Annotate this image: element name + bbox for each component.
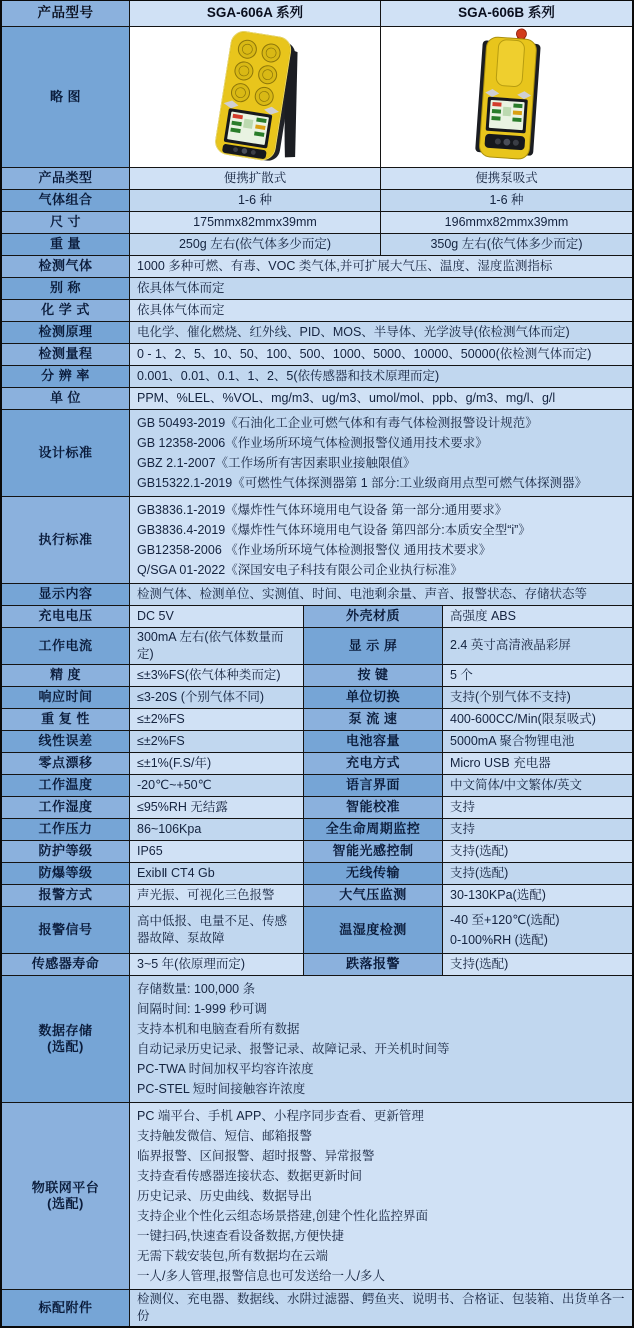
spec-value-1: 声光振、可视化三色报警 [130, 885, 304, 906]
col-a-cell: 便携扩散式 [130, 168, 381, 189]
row-label-text: 重 量 [49, 236, 82, 252]
table-row [2, 366, 632, 388]
row-label [2, 841, 130, 862]
spec-value-2: 400-600CC/Min(限泵吸式) [443, 709, 632, 730]
row-label [2, 388, 130, 409]
row-label [2, 410, 130, 496]
table-row [2, 819, 632, 841]
row-label [2, 628, 130, 664]
table-row [2, 863, 632, 885]
row-label-text: 气体组合 [38, 192, 93, 208]
table-row [2, 27, 632, 168]
spec-value-1: ≤95%RH 无结露 [130, 797, 304, 818]
row-label-text: 物联网平台 [31, 1179, 100, 1195]
row-label [2, 168, 130, 189]
table-row [2, 687, 632, 709]
col-a-cell: 175mmx82mmx39mm [130, 212, 381, 233]
spec-value-multiline-line: 支持触发微信、短信、邮箱报警 [137, 1128, 313, 1143]
spec-value-1: 3~5 年(依原理而定) [130, 954, 304, 975]
table-row [2, 976, 632, 1103]
table-row [2, 278, 632, 300]
table-row [2, 1, 632, 27]
spec-value-multiline-line: 临界报警、区间报警、超时报警、异常报警 [137, 1148, 375, 1163]
row-label-2: 智能校准 [304, 797, 443, 818]
row-label [2, 954, 130, 975]
row-label [2, 344, 130, 365]
row-label [2, 27, 130, 167]
spec-value-multiline-line: 支持查看传感器连接状态、数据更新时间 [137, 1168, 363, 1183]
spec-value: 0 - 1、2、5、10、50、100、500、1000、5000、10000、50000(依检测气体而定) [130, 344, 632, 365]
row-label-text: 显示内容 [38, 586, 93, 602]
row-label-text: 检测气体 [38, 258, 93, 274]
spec-value: 依具体气体而定 [130, 300, 632, 321]
spec-value-multiline-line: GBZ 2.1-2007《工作场所有害因素职业接触限值》 [137, 456, 416, 470]
spec-value-multiline-line: GB12358-2006 《作业场所环境气体检测报警仪 通用技术要求》 [137, 543, 492, 557]
row-label [2, 687, 130, 708]
spec-value: 检测仪、充电器、数据线、水阱过滤器、鳄鱼夹、说明书、合格证、包装箱、出货单各一份 [130, 1290, 632, 1326]
spec-value-multiline-line: PC-TWA 时间加权平均容许浓度 [137, 1061, 314, 1076]
detector-pump-image [382, 28, 632, 166]
table-row [2, 234, 632, 256]
row-label-text: 充电电压 [38, 608, 93, 624]
spec-value-2: Micro USB 充电器 [443, 753, 632, 774]
row-label-text: 报警方式 [38, 887, 93, 903]
spec-value-multiline-line: GB3836.1-2019《爆炸性气体环境用电气设备 第一部分:通用要求》 [137, 503, 508, 517]
product-photo-a [130, 27, 381, 167]
spec-value-1: ≤±2%FS [130, 709, 304, 730]
row-label-2: 单位切换 [304, 687, 443, 708]
detector-diffusion-image [130, 28, 380, 166]
row-label-text: 工作电流 [38, 637, 93, 653]
row-label [2, 1103, 130, 1289]
row-label-2: 无线传输 [304, 863, 443, 884]
spec-value-multiline-line: 支持本机和电脑查看所有数据 [137, 1021, 300, 1036]
row-label [2, 234, 130, 255]
spec-value-1: -20℃~+50℃ [130, 775, 304, 796]
spec-value-multiline [130, 497, 632, 583]
spec-value-1: IP65 [130, 841, 304, 862]
table-row [2, 753, 632, 775]
row-label-text: 线性误差 [38, 733, 93, 749]
row-label-text: 工作压力 [38, 821, 93, 837]
row-label [2, 606, 130, 627]
row-label [2, 256, 130, 277]
col-a-cell: 250g 左右(依气体多少而定) [130, 234, 381, 255]
row-label-2: 电池容量 [304, 731, 443, 752]
spec-value-multiline-line: 一人/多人管理,报警信息也可发送给一人/多人 [137, 1268, 385, 1283]
table-row [2, 1290, 632, 1326]
row-label-text: 工作湿度 [38, 799, 93, 815]
spec-value-1: ExibⅡ CT4 Gb [130, 863, 304, 884]
row-label-2: 外壳材质 [304, 606, 443, 627]
table-row [2, 497, 632, 584]
spec-value-multiline-line: 存储数量: 100,000 条 [137, 981, 256, 996]
row-label-text: 防爆等级 [38, 865, 93, 881]
row-label-2: 按 键 [304, 665, 443, 686]
spec-value-1: 300mA 左右(依气体数量而定) [130, 628, 304, 664]
row-label [2, 863, 130, 884]
spec-value-1: 86~106Kpa [130, 819, 304, 840]
table-row [2, 300, 632, 322]
spec-value-2: 支持 [443, 819, 632, 840]
spec-value: 1000 多种可燃、有毒、VOC 类气体,并可扩展大气压、温度、湿度监测指标 [130, 256, 632, 277]
spec-value-multiline-line: Q/SGA 01-2022《深国安电子科技有限公司企业执行标准》 [137, 563, 463, 577]
spec-value: 检测气体、检测单位、实测值、时间、电池剩余量、声音、报警状态、存储状态等 [130, 584, 632, 605]
spec-value: PPM、%LEL、%VOL、mg/m3、ug/m3、umol/mol、ppb、g/m3、mg/l、g/l [130, 388, 632, 409]
row-label-text: 零点漂移 [38, 755, 93, 771]
row-label-2: 温湿度检测 [304, 907, 443, 953]
spec-value-2: 支持(个别气体不支持) [443, 687, 632, 708]
table-row [2, 628, 632, 665]
row-label-text: 响应时间 [38, 689, 93, 705]
row-label-2: 大气压监测 [304, 885, 443, 906]
spec-value-multiline-line: GB3836.4-2019《爆炸性气体环境用电气设备 第四部分:本质安全型“i”》 [137, 523, 531, 537]
row-label [2, 278, 130, 299]
row-label-text: 设计标准 [38, 444, 93, 460]
row-label [2, 797, 130, 818]
row-label [2, 300, 130, 321]
table-row [2, 410, 632, 497]
row-label [2, 497, 130, 583]
row-label-2: 全生命周期监控 [304, 819, 443, 840]
row-label-text: 执行标准 [38, 531, 93, 547]
row-label-text: 重 复 性 [41, 711, 90, 727]
row-label-subtext: (选配) [47, 1038, 84, 1054]
spec-value-2: 支持(选配) [443, 863, 632, 884]
row-label-text: 报警信号 [38, 921, 93, 937]
row-label-text: 防护等级 [38, 843, 93, 859]
spec-value-1: ≤±3%FS(依气体种类而定) [130, 665, 304, 686]
spec-value: 电化学、催化燃烧、红外线、PID、MOS、半导体、光学波导(依检测气体而定) [130, 322, 632, 343]
spec-value-2: 30-130KPa(选配) [443, 885, 632, 906]
spec-value-2: 高强度 ABS [443, 606, 632, 627]
spec-value-multiline [130, 410, 632, 496]
row-label [2, 753, 130, 774]
table-row [2, 665, 632, 687]
row-label-text: 产品类型 [38, 170, 93, 186]
row-label-2: 显 示 屏 [304, 628, 443, 664]
row-label-text: 检测量程 [38, 346, 93, 362]
col-a-cell: SGA-606A 系列 [130, 1, 381, 26]
spec-value-2: 支持(选配) [443, 841, 632, 862]
row-label [2, 665, 130, 686]
spec-value: 0.001、0.01、0.1、1、2、5(依传感器和技术原理而定) [130, 366, 632, 387]
spec-value-multiline-line: GB15322.1-2019《可燃性气体探测器第 1 部分:工业级商用点型可燃气体探测器》 [137, 476, 588, 490]
table-row [2, 885, 632, 907]
row-label-text: 分 辨 率 [41, 368, 90, 384]
spec-value-1: DC 5V [130, 606, 304, 627]
table-row [2, 709, 632, 731]
spec-value-multiline-line: 历史记录、历史曲线、数据导出 [137, 1188, 313, 1203]
row-label-text: 别 称 [49, 280, 82, 296]
row-label-text: 工作温度 [38, 777, 93, 793]
row-label-text: 略 图 [49, 88, 82, 104]
row-label-text: 精 度 [49, 667, 82, 683]
spec-value-2: 2.4 英寸高清液晶彩屏 [443, 628, 632, 664]
row-label-text: 传感器寿命 [31, 956, 100, 972]
col-b-cell: 1-6 种 [381, 190, 632, 211]
row-label [2, 322, 130, 343]
spec-value-2-multiline-line: 0-100%RH (选配) [450, 932, 548, 947]
table-row [2, 797, 632, 819]
row-label-text: 化 学 式 [41, 302, 90, 318]
row-label [2, 775, 130, 796]
spec-value-2: 中文简体/中文繁体/英文 [443, 775, 632, 796]
spec-value-multiline-line: 一键扫码,快速查看设备数据,方便快捷 [137, 1228, 344, 1243]
table-row [2, 322, 632, 344]
table-row [2, 212, 632, 234]
spec-value-multiline-line: PC 端平台、手机 APP、小程序同步查看、更新管理 [137, 1108, 424, 1123]
table-row [2, 606, 632, 628]
col-b-cell: 350g 左右(依气体多少而定) [381, 234, 632, 255]
spec-value: 依具体气体而定 [130, 278, 632, 299]
row-label [2, 1, 130, 26]
table-row [2, 841, 632, 863]
spec-value-2-multiline-line: -40 至+120℃(选配) [450, 912, 560, 927]
row-label [2, 819, 130, 840]
row-label [2, 366, 130, 387]
table-row [2, 584, 632, 606]
spec-value-multiline-line: GB 50493-2019《石油化工企业可燃气体和有毒气体检测报警设计规范》 [137, 416, 538, 430]
spec-value-1: 高中低报、电量不足、传感器故障、泵故障 [130, 907, 304, 953]
spec-value-2: 支持 [443, 797, 632, 818]
table-row [2, 190, 632, 212]
col-b-cell: 196mmx82mmx39mm [381, 212, 632, 233]
spec-value-2: 支持(选配) [443, 954, 632, 975]
row-label [2, 190, 130, 211]
row-label-2: 泵 流 速 [304, 709, 443, 730]
spec-value-2: 5000mA 聚合物锂电池 [443, 731, 632, 752]
table-row [2, 256, 632, 278]
col-b-cell: 便携泵吸式 [381, 168, 632, 189]
row-label [2, 907, 130, 953]
row-label-text: 数据存储 [38, 1022, 93, 1038]
table-row [2, 907, 632, 954]
spec-value-multiline-line: 无需下载安装包,所有数据均在云端 [137, 1248, 328, 1263]
col-b-cell: SGA-606B 系列 [381, 1, 632, 26]
row-label [2, 731, 130, 752]
table-row [2, 168, 632, 190]
spec-value-multiline-line: 支持企业个性化云组态场景搭建,创建个性化监控界面 [137, 1208, 428, 1223]
spec-value-1: ≤±2%FS [130, 731, 304, 752]
spec-value-multiline-line: 间隔时间: 1-999 秒可调 [137, 1001, 267, 1016]
col-a-cell: 1-6 种 [130, 190, 381, 211]
row-label [2, 212, 130, 233]
row-label [2, 885, 130, 906]
row-label [2, 584, 130, 605]
row-label-2: 语言界面 [304, 775, 443, 796]
spec-value-multiline-line: 自动记录历史记录、报警记录、故障记录、开关机时间等 [137, 1041, 450, 1056]
spec-value-2: 5 个 [443, 665, 632, 686]
row-label-text: 标配附件 [38, 1299, 93, 1315]
row-label [2, 976, 130, 1102]
table-row [2, 388, 632, 410]
spec-value-1: ≤3-20S (个别气体不同) [130, 687, 304, 708]
product-photo-b [381, 27, 632, 167]
row-label-text: 尺 寸 [49, 214, 82, 230]
row-label-text: 产品型号 [37, 5, 94, 21]
row-label-text: 单 位 [49, 390, 82, 406]
row-label-2: 充电方式 [304, 753, 443, 774]
table-row [2, 1103, 632, 1290]
table-row [2, 775, 632, 797]
row-label-subtext: (选配) [47, 1195, 84, 1211]
table-row [2, 954, 632, 976]
table-row [2, 731, 632, 753]
spec-value-multiline-line: PC-STEL 短时间接触容许浓度 [137, 1081, 306, 1096]
row-label [2, 709, 130, 730]
row-label-2: 智能光感控制 [304, 841, 443, 862]
spec-value-multiline-line: GB 12358-2006《作业场所环境气体检测报警仪通用技术要求》 [137, 436, 488, 450]
table-row [2, 344, 632, 366]
spec-value-1: ≤±1%(F.S/年) [130, 753, 304, 774]
row-label-2: 跌落报警 [304, 954, 443, 975]
row-label [2, 1290, 130, 1326]
spec-value-2-multiline [443, 907, 632, 953]
spec-value-multiline [130, 1103, 632, 1289]
spec-value-multiline [130, 976, 632, 1102]
row-label-text: 检测原理 [38, 324, 93, 340]
